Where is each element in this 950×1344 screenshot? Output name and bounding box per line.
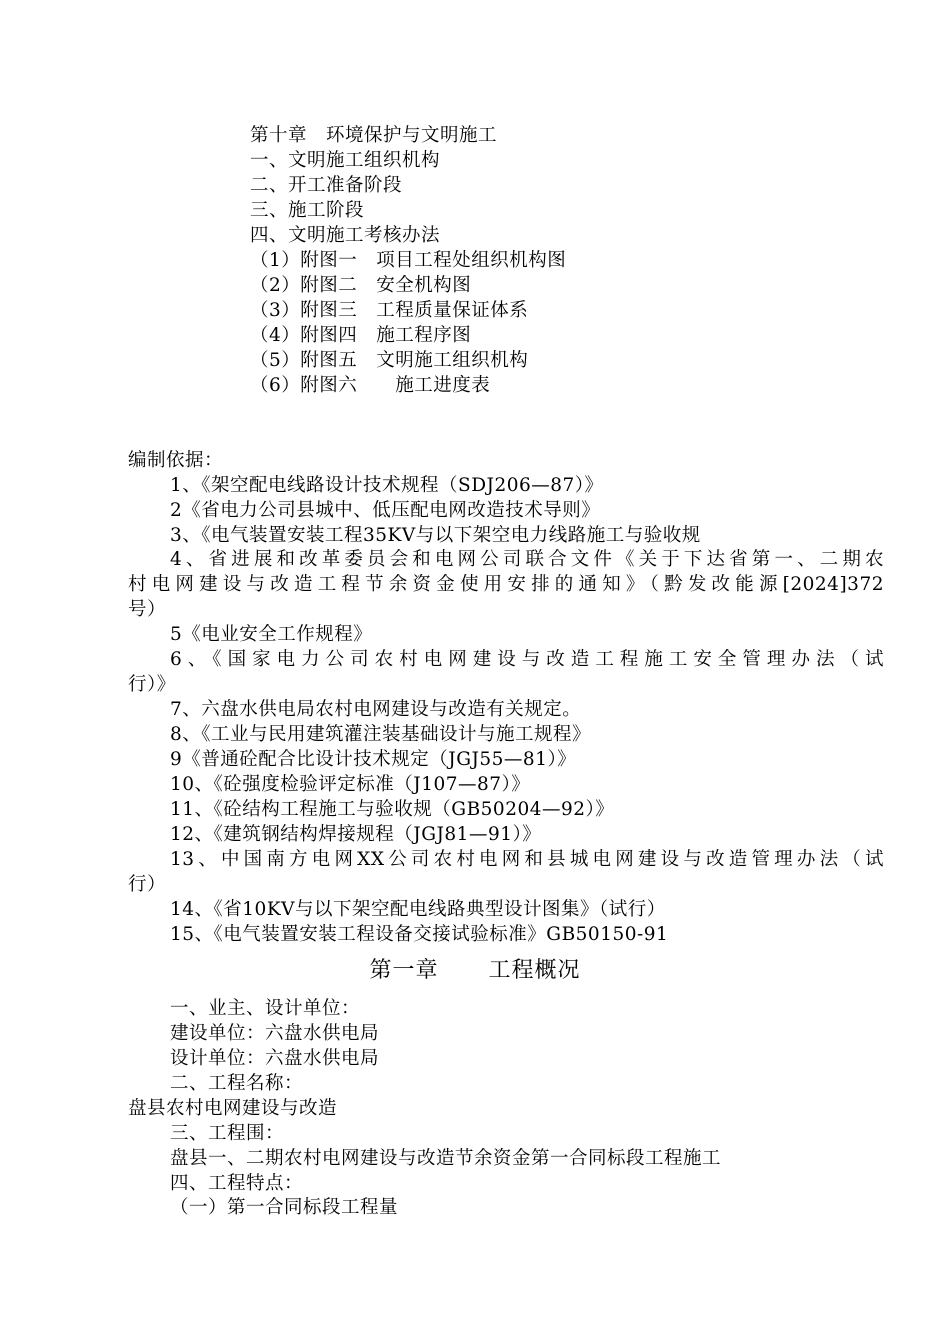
basis-item: 11、《砼结构工程施工与验收规（GB50204—92）》 <box>170 799 615 820</box>
chapter-number: 第一章 <box>369 958 439 983</box>
basis-item-cont: 行） <box>128 874 167 895</box>
basis-item: 9《普通砼配合比设计技术规定（JGJ55—81）》 <box>170 749 577 770</box>
section-heading: 三、工程围： <box>170 1123 285 1144</box>
basis-item: 7、六盘水供电局农村电网建设与改造有关规定。 <box>170 699 582 720</box>
section-heading: 一、业主、设计单位： <box>170 998 361 1019</box>
toc-item: （2）附图二 安全机构图 <box>250 275 472 296</box>
chapter-heading <box>0 956 950 986</box>
basis-item: 1、《架空配电线路设计技术规程（SDJ206—87）》 <box>170 475 604 496</box>
toc-item: （5）附图五 文明施工组织机构 <box>250 350 529 371</box>
toc-item: （4）附图四 施工程序图 <box>250 325 472 346</box>
toc-item: （3）附图三 工程质量保证体系 <box>250 300 529 321</box>
toc-chapter10: 第十章 环境保护与文明施工 <box>250 125 498 146</box>
basis-item: 2《省电力公司县城中、低压配电网改造技术导则》 <box>170 500 601 521</box>
toc-item: 一、文明施工组织机构 <box>250 150 441 171</box>
basis-item: 12、《建筑钢结构焊接规程（JGJ81—91）》 <box>170 824 542 845</box>
designer-line: 设计单位：六盘水供电局 <box>170 1048 380 1069</box>
basis-item-cont: 行）》 <box>128 674 176 695</box>
toc-item: 四、文明施工考核办法 <box>250 225 441 246</box>
project-name: 盘县农村电网建设与改造 <box>128 1098 338 1119</box>
builder-line: 建设单位：六盘水供电局 <box>170 1023 380 1044</box>
section-heading: 四、工程特点： <box>170 1173 304 1194</box>
basis-item: 8、《工业与民用建筑灌注装基础设计与施工规程》 <box>170 724 592 745</box>
toc-item: 三、施工阶段 <box>250 200 365 221</box>
basis-item: 4、省进展和改革委员会和电网公司联合文件《关于下达省第一、二期农 <box>170 549 884 570</box>
basis-item: 10、《砼强度检验评定标准（J107—87）》 <box>170 774 531 795</box>
basis-item: 15、《电气装置安装工程设备交接试验标准》GB50150-91 <box>170 924 669 945</box>
chapter-title: 工程概况 <box>488 958 581 983</box>
basis-item: 5《电业安全工作规程》 <box>170 624 373 645</box>
basis-item-cont: 村电网建设与改造工程节余资金使用安排的通知》（黔发改能源[2024]372 <box>128 574 884 595</box>
toc-item: （1）附图一 项目工程处组织机构图 <box>250 250 567 271</box>
basis-item: 6、《国家电力公司农村电网建设与改造工程施工安全管理办法（试 <box>170 649 884 670</box>
toc-item: 二、开工准备阶段 <box>250 175 403 196</box>
basis-item: 13、中国南方电网XX公司农村电网和县城电网建设与改造管理办法（试 <box>170 849 884 870</box>
project-scope: 盘县一、二期农村电网建设与改造节余资金第一合同标段工程施工 <box>170 1148 722 1169</box>
basis-title: 编制依据： <box>128 450 224 471</box>
toc-item: （6）附图六 施工进度表 <box>250 375 491 396</box>
basis-item: 3、《电气装置安装工程35KV与以下架空电力线路施工与验收规 <box>170 525 701 546</box>
section-heading: 二、工程名称： <box>170 1073 304 1094</box>
subsection-heading: （一）第一合同标段工程量 <box>170 1197 399 1218</box>
basis-item: 14、《省10KV与以下架空配电线路典型设计图集》（试行） <box>170 899 666 920</box>
basis-item-cont: 号） <box>128 599 167 620</box>
